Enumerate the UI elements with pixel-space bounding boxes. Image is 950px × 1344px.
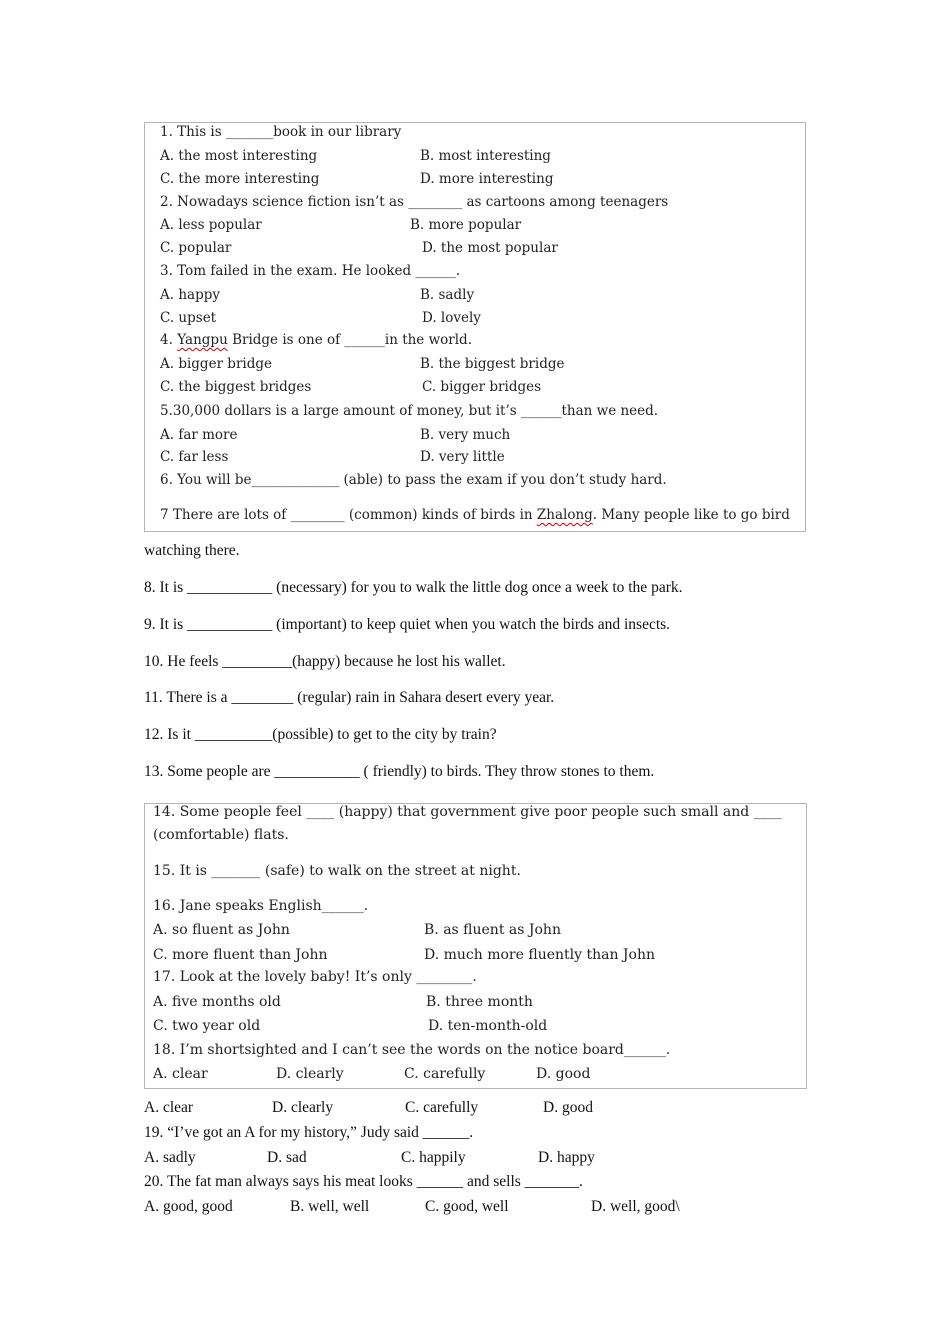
q8-text: 8. It is ___________ (necessary) for you to walk the little dog once a week to the park. xyxy=(144,579,683,596)
q18-option-a: A. clear xyxy=(153,1066,208,1082)
q9-text: 9. It is ___________ (important) to keep quiet when you watch the birds and insects. xyxy=(144,616,671,633)
q2-option-b: B. more popular xyxy=(410,217,522,233)
q4-rest: Bridge is one of ______in the world. xyxy=(232,332,472,348)
q7-continuation: watching there. xyxy=(144,542,240,559)
q2-option-d: D. the most popular xyxy=(422,240,558,256)
q5-option-d: D. very little xyxy=(420,449,505,465)
q20-option-c: C. good, well xyxy=(425,1198,509,1215)
q1-stem: 1. This is _______book in our library xyxy=(160,124,402,140)
q4-number: 4. xyxy=(160,332,173,348)
q4-option-a: A. bigger bridge xyxy=(160,356,272,372)
q18-repeat-option-d: D. good xyxy=(543,1099,593,1116)
q18-repeat-option-c: C. carefully xyxy=(405,1099,479,1116)
q18-option-b: D. clearly xyxy=(276,1066,344,1082)
q1-option-a: A. the most interesting xyxy=(160,148,318,164)
q1-option-c: C. the more interesting xyxy=(160,171,320,187)
q5-option-c: C. far less xyxy=(160,449,229,465)
q18-option-d: D. good xyxy=(536,1066,591,1082)
q2-stem: 2. Nowadays science fiction isn’t as ________ as cartoons among teenagers xyxy=(160,194,669,210)
q15-text: 15. It is _______ (safe) to walk on the street at night. xyxy=(153,863,521,879)
q20-option-a: A. good, good xyxy=(144,1198,233,1215)
q3-option-c: C. upset xyxy=(160,310,217,326)
q17-stem: 17. Look at the lovely baby! It’s only ________. xyxy=(153,969,477,985)
q20-stem: 20. The fat man always says his meat looks ______ and sells _______. xyxy=(144,1173,583,1190)
q20-option-d: D. well, good\ xyxy=(591,1198,680,1215)
q7-place-name: Zhalong xyxy=(536,507,593,523)
q3-option-b: B. sadly xyxy=(420,287,475,303)
q7-post: . Many people like to go bird xyxy=(592,507,790,523)
q17-option-b: B. three month xyxy=(426,994,533,1010)
q4-option-c: C. the biggest bridges xyxy=(160,379,312,395)
q5-stem: 5.30,000 dollars is a large amount of money, but it’s ______than we need. xyxy=(160,403,659,419)
q4-place-name: Yangpu xyxy=(177,332,228,348)
q19-option-a: A. sadly xyxy=(144,1149,196,1166)
q6-stem: 6. You will be_____________ (able) to pass the exam if you don’t study hard. xyxy=(160,472,667,488)
q3-option-d: D. lovely xyxy=(422,310,481,326)
q12-text: 12. Is it __________(possible) to get to the city by train? xyxy=(144,726,497,743)
q2-option-c: C. popular xyxy=(160,240,232,256)
q20-option-b: B. well, well xyxy=(290,1198,370,1215)
q17-option-c: C. two year old xyxy=(153,1018,261,1034)
q4-stem xyxy=(160,332,472,348)
q1-option-d: D. more interesting xyxy=(420,171,554,187)
q16-option-a: A. so fluent as John xyxy=(153,922,290,938)
q7-pre: 7 There are lots of ________ (common) kinds of birds in xyxy=(160,507,533,523)
q13-text: 13. Some people are ___________ ( friendly) to birds. They throw stones to them. xyxy=(144,763,655,780)
q14-line-2: (comfortable) flats. xyxy=(153,827,289,843)
q19-option-b: D. sad xyxy=(267,1149,307,1166)
q3-option-a: A. happy xyxy=(160,287,220,303)
q1-option-b: B. most interesting xyxy=(420,148,551,164)
q5-option-a: A. far more xyxy=(160,427,238,443)
q16-option-b: B. as fluent as John xyxy=(424,922,561,938)
q18-option-c: C. carefully xyxy=(404,1066,486,1082)
q5-option-b: B. very much xyxy=(420,427,511,443)
q19-option-d: D. happy xyxy=(538,1149,595,1166)
q2-option-a: A. less popular xyxy=(160,217,262,233)
q14-line-1: 14. Some people feel ____ (happy) that government give poor people such small and ____ xyxy=(153,804,782,820)
q16-option-c: C. more fluent than John xyxy=(153,947,328,963)
q4-option-b: B. the biggest bridge xyxy=(420,356,565,372)
q18-stem: 18. I’m shortsighted and I can’t see the words on the notice board______. xyxy=(153,1042,671,1058)
q7-stem xyxy=(160,507,790,523)
q16-option-d: D. much more fluently than John xyxy=(424,947,656,963)
q4-option-d: C. bigger bridges xyxy=(422,379,542,395)
q18-repeat-option-b: D. clearly xyxy=(272,1099,334,1116)
q19-option-c: C. happily xyxy=(401,1149,466,1166)
q3-stem: 3. Tom failed in the exam. He looked ______. xyxy=(160,263,461,279)
q19-stem: 19. “I’ve got an A for my history,” Judy said ______. xyxy=(144,1124,474,1141)
q16-stem: 16. Jane speaks English______. xyxy=(153,898,369,914)
q17-option-a: A. five months old xyxy=(153,994,281,1010)
q11-text: 11. There is a ________ (regular) rain in Sahara desert every year. xyxy=(144,689,555,706)
q17-option-d: D. ten-month-old xyxy=(428,1018,548,1034)
q18-repeat-option-a: A. clear xyxy=(144,1099,194,1116)
q10-text: 10. He feels _________(happy) because he lost his wallet. xyxy=(144,653,506,670)
